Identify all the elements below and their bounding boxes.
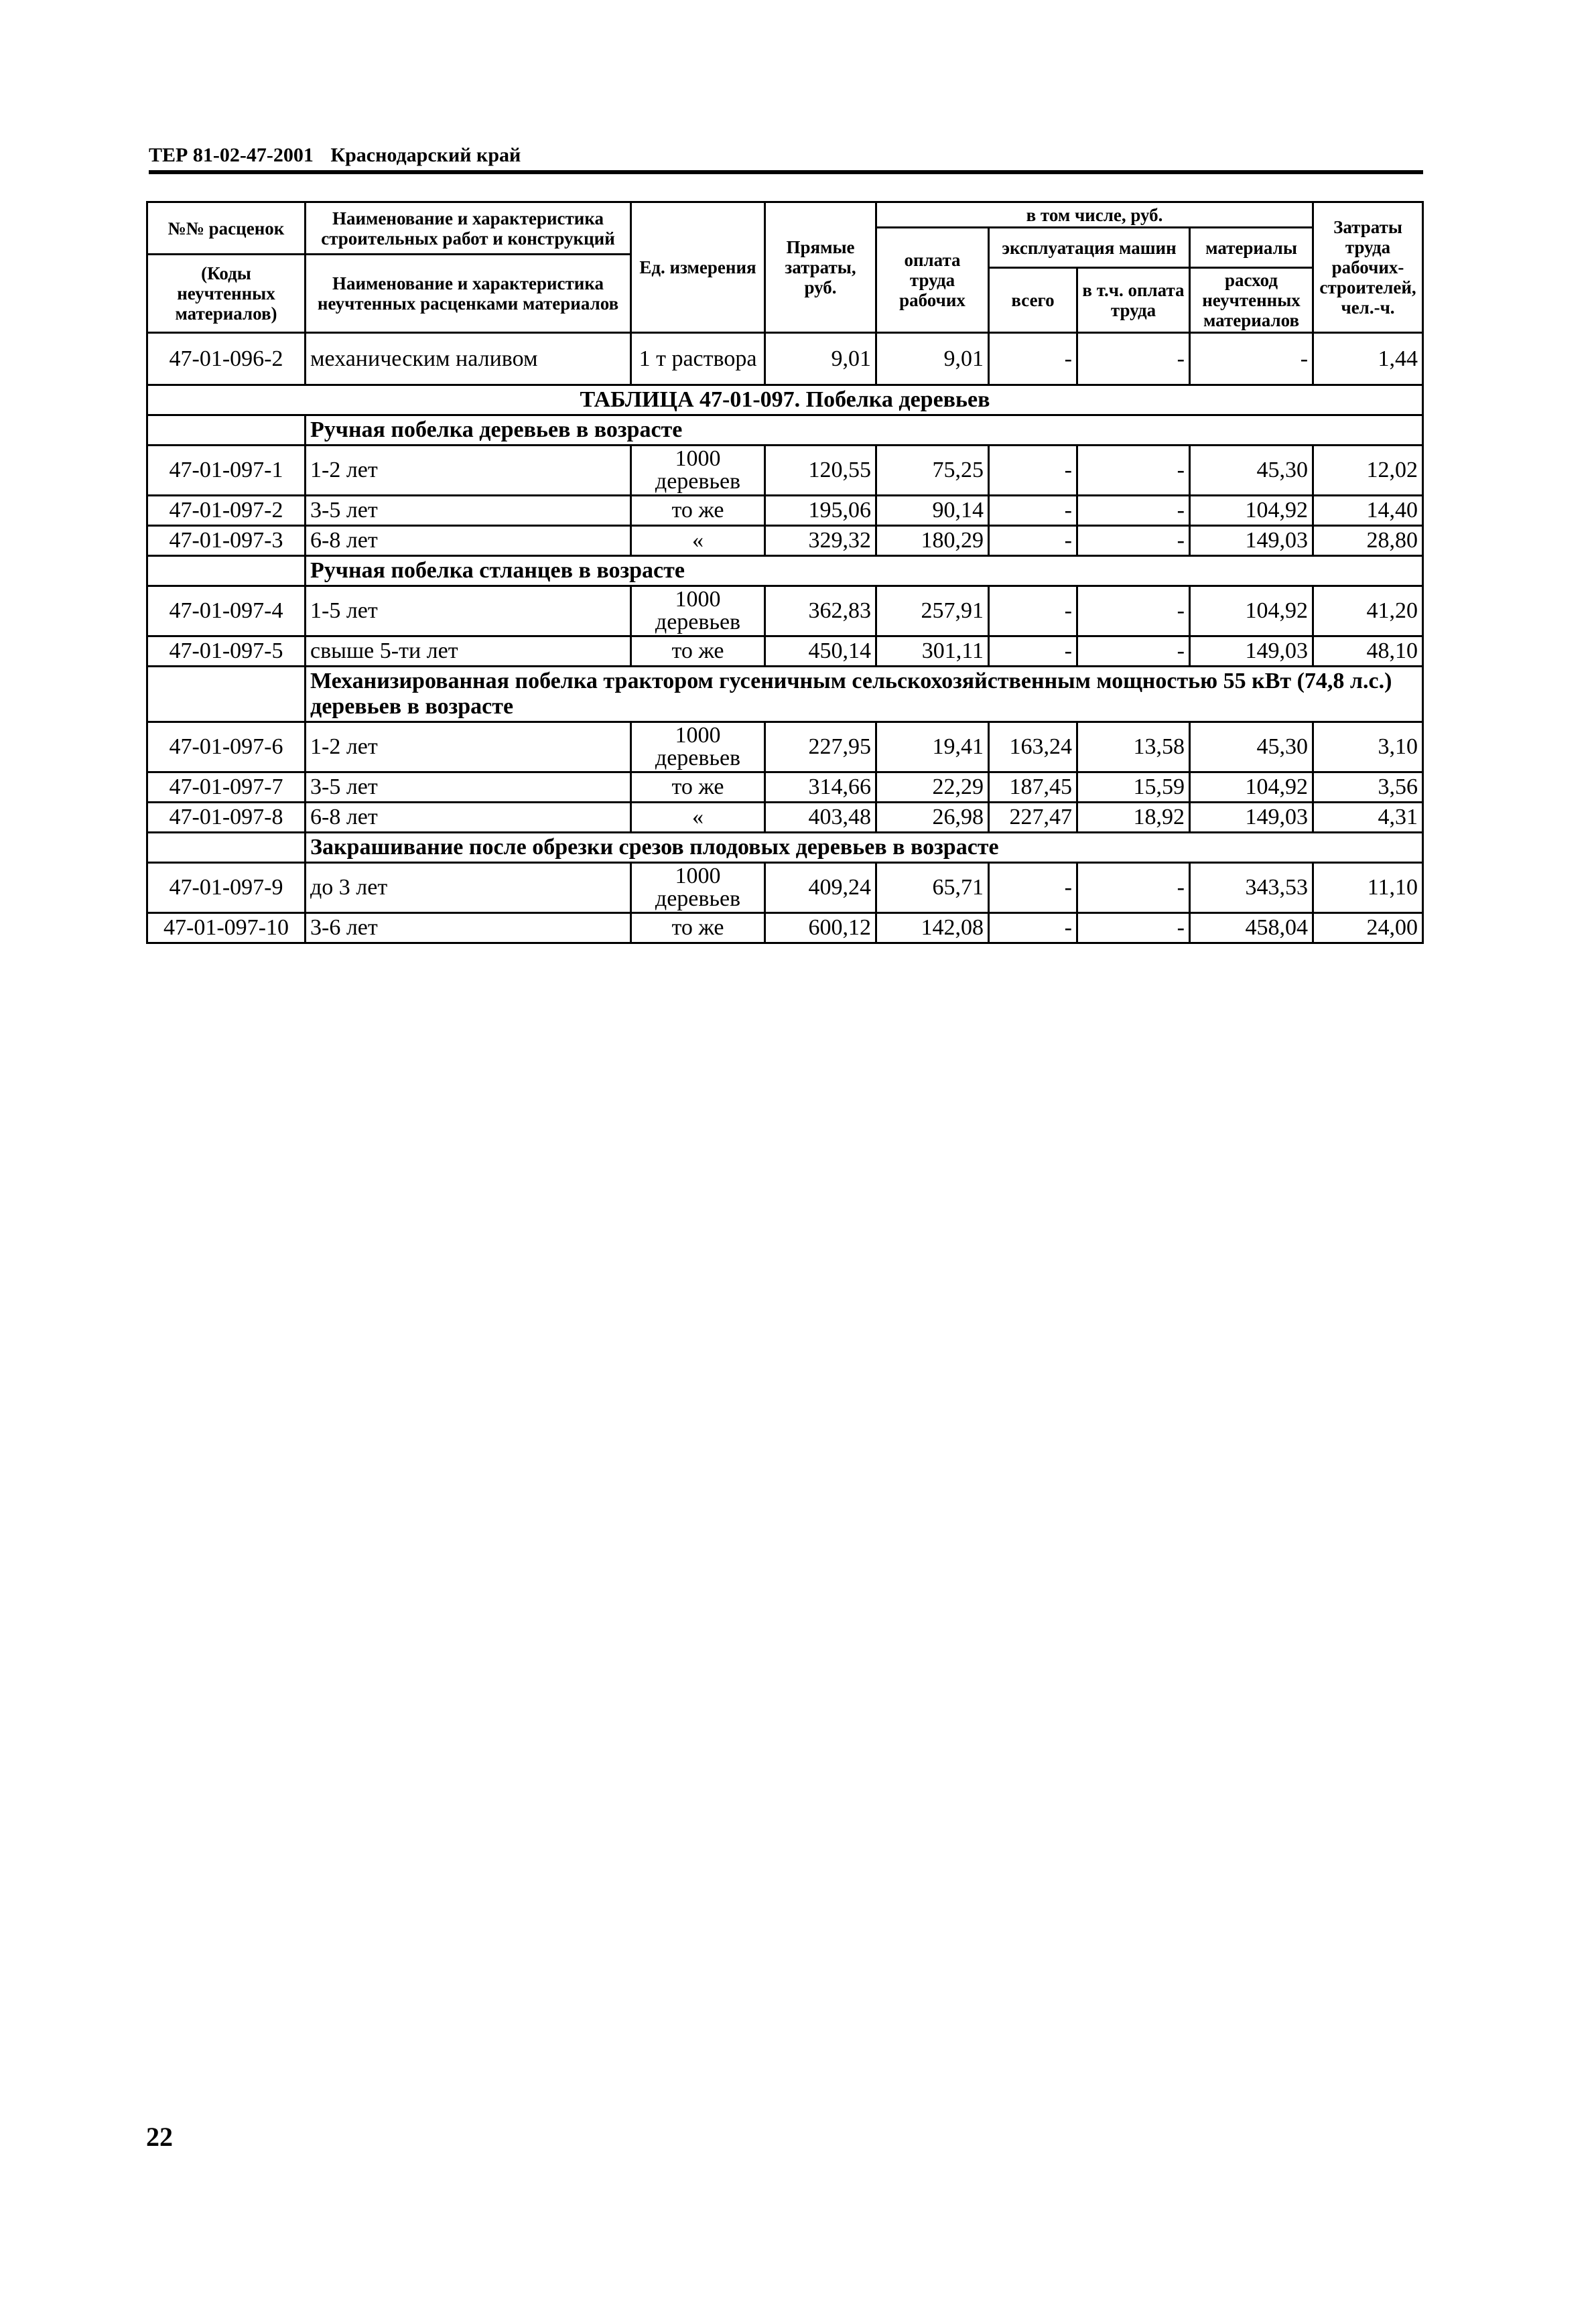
machines-total: 227,47 <box>989 803 1077 833</box>
machines-total: 187,45 <box>989 772 1077 803</box>
labor-hours: 3,56 <box>1313 772 1423 803</box>
materials-cost: 149,03 <box>1190 526 1313 556</box>
machines-labor: - <box>1077 636 1190 667</box>
rate-name: 6-8 лет <box>306 526 631 556</box>
col-incl: в том числе, руб. <box>876 202 1313 228</box>
materials-cost: 104,92 <box>1190 772 1313 803</box>
labor-hours: 1,44 <box>1313 333 1423 385</box>
col-labor-pay: оплата труда рабочих <box>876 228 989 333</box>
materials-cost: 343,53 <box>1190 863 1313 913</box>
section-code-cell <box>147 556 306 586</box>
materials-cost: 149,03 <box>1190 803 1313 833</box>
table-row <box>147 636 1423 667</box>
materials-cost: 104,92 <box>1190 496 1313 526</box>
rate-code: 47-01-097-10 <box>147 913 306 943</box>
table-title-row <box>147 385 1423 415</box>
col-direct: Прямые затраты, руб. <box>765 202 876 333</box>
rate-code: 47-01-097-2 <box>147 496 306 526</box>
rate-unit: то же <box>631 772 765 803</box>
rate-unit: 1000 деревьев <box>631 863 765 913</box>
labor-pay: 75,25 <box>876 446 989 496</box>
materials-cost: 45,30 <box>1190 722 1313 772</box>
labor-hours: 4,31 <box>1313 803 1423 833</box>
labor-pay: 257,91 <box>876 586 989 636</box>
rate-unit: 1000 деревьев <box>631 586 765 636</box>
machines-labor: - <box>1077 333 1190 385</box>
machines-labor: - <box>1077 526 1190 556</box>
rate-name: 6-8 лет <box>306 803 631 833</box>
direct-cost: 120,55 <box>765 446 876 496</box>
direct-cost: 362,83 <box>765 586 876 636</box>
sections-body <box>147 415 1423 943</box>
materials-cost: 458,04 <box>1190 913 1313 943</box>
labor-pay: 301,11 <box>876 636 989 667</box>
section-header-row <box>147 556 1423 586</box>
machines-labor: 18,92 <box>1077 803 1190 833</box>
machines-total: 163,24 <box>989 722 1077 772</box>
doc-code: ТЕР 81-02-47-2001 <box>149 144 314 166</box>
machines-total: - <box>989 496 1077 526</box>
labor-pay: 90,14 <box>876 496 989 526</box>
labor-pay: 65,71 <box>876 863 989 913</box>
col-machines-total: всего <box>989 268 1077 333</box>
page-header <box>149 142 1423 174</box>
section-header-row <box>147 415 1423 446</box>
table-title: ТАБЛИЦА 47-01-097. Побелка деревьев <box>147 385 1423 415</box>
machines-labor: - <box>1077 496 1190 526</box>
rates-table <box>146 201 1424 944</box>
labor-hours: 14,40 <box>1313 496 1423 526</box>
rate-unit: 1 т раствора <box>631 333 765 385</box>
machines-total: - <box>989 863 1077 913</box>
rate-code: 47-01-097-9 <box>147 863 306 913</box>
machines-total: - <box>989 636 1077 667</box>
section-title: Ручная побелка деревьев в возрасте <box>306 415 1423 446</box>
machines-total: - <box>989 333 1077 385</box>
rate-code: 47-01-097-6 <box>147 722 306 772</box>
labor-pay: 19,41 <box>876 722 989 772</box>
table-row <box>147 772 1423 803</box>
labor-hours: 41,20 <box>1313 586 1423 636</box>
table-row <box>147 863 1423 913</box>
rate-unit: то же <box>631 496 765 526</box>
col-labor-hours: Затраты труда рабочих-строителей, чел.-ч. <box>1313 202 1423 333</box>
table-row <box>147 333 1423 385</box>
rate-name: до 3 лет <box>306 863 631 913</box>
rate-code: 47-01-097-1 <box>147 446 306 496</box>
table-row <box>147 913 1423 943</box>
rate-unit: « <box>631 526 765 556</box>
direct-cost: 329,32 <box>765 526 876 556</box>
materials-cost: 45,30 <box>1190 446 1313 496</box>
machines-labor: 13,58 <box>1077 722 1190 772</box>
table-row <box>147 722 1423 772</box>
col-machines: эксплуатация машин <box>989 228 1190 268</box>
labor-pay: 26,98 <box>876 803 989 833</box>
machines-total: - <box>989 586 1077 636</box>
materials-cost: 104,92 <box>1190 586 1313 636</box>
rate-name: 3-6 лет <box>306 913 631 943</box>
machines-total: - <box>989 913 1077 943</box>
machines-labor: - <box>1077 863 1190 913</box>
page-number: 22 <box>146 2122 173 2152</box>
col-unit: Ед. измерения <box>631 202 765 333</box>
table-row <box>147 496 1423 526</box>
section-title: Закрашивание после обрезки срезов плодовых деревьев в возрасте <box>306 833 1423 863</box>
table-row <box>147 526 1423 556</box>
direct-cost: 9,01 <box>765 333 876 385</box>
materials-cost: 149,03 <box>1190 636 1313 667</box>
rate-code: 47-01-097-3 <box>147 526 306 556</box>
col-materials: материалы <box>1190 228 1313 268</box>
col-machines-labor: в т.ч. оплата труда <box>1077 268 1190 333</box>
rate-unit: то же <box>631 913 765 943</box>
rate-unit: 1000 деревьев <box>631 722 765 772</box>
section-title: Механизированная побелка трактором гусеничным сельскохозяйственным мощностью 55 кВт (74,8 л.с.) деревьев в возрасте <box>306 667 1423 722</box>
section-code-cell <box>147 667 306 722</box>
rate-unit: 1000 деревьев <box>631 446 765 496</box>
rate-name: 1-5 лет <box>306 586 631 636</box>
col-name-bottom: Наименование и характеристика неучтенных расценками материалов <box>306 255 631 333</box>
rate-code: 47-01-097-5 <box>147 636 306 667</box>
section-code-cell <box>147 415 306 446</box>
labor-hours: 12,02 <box>1313 446 1423 496</box>
labor-pay: 9,01 <box>876 333 989 385</box>
machines-total: - <box>989 446 1077 496</box>
rate-unit: то же <box>631 636 765 667</box>
direct-cost: 227,95 <box>765 722 876 772</box>
labor-pay: 142,08 <box>876 913 989 943</box>
rate-code: 47-01-097-4 <box>147 586 306 636</box>
rate-code: 47-01-097-8 <box>147 803 306 833</box>
direct-cost: 409,24 <box>765 863 876 913</box>
labor-hours: 28,80 <box>1313 526 1423 556</box>
rate-name: механическим наливом <box>306 333 631 385</box>
section-title: Ручная побелка стланцев в возрасте <box>306 556 1423 586</box>
rate-unit: « <box>631 803 765 833</box>
rate-code: 47-01-096-2 <box>147 333 306 385</box>
rate-name: свыше 5-ти лет <box>306 636 631 667</box>
direct-cost: 600,12 <box>765 913 876 943</box>
section-code-cell <box>147 833 306 863</box>
labor-hours: 48,10 <box>1313 636 1423 667</box>
labor-pay: 180,29 <box>876 526 989 556</box>
section-header-row <box>147 833 1423 863</box>
direct-cost: 450,14 <box>765 636 876 667</box>
machines-total: - <box>989 526 1077 556</box>
machines-labor: 15,59 <box>1077 772 1190 803</box>
rate-name: 3-5 лет <box>306 772 631 803</box>
direct-cost: 195,06 <box>765 496 876 526</box>
col-code-top: №№ расценок <box>147 202 306 255</box>
labor-hours: 3,10 <box>1313 722 1423 772</box>
rate-name: 1-2 лет <box>306 446 631 496</box>
machines-labor: - <box>1077 586 1190 636</box>
table-row <box>147 446 1423 496</box>
col-unaccounted: расход неучтенных материалов <box>1190 268 1313 333</box>
col-code-bottom: (Коды неучтенных материалов) <box>147 255 306 333</box>
direct-cost: 403,48 <box>765 803 876 833</box>
machines-labor: - <box>1077 446 1190 496</box>
labor-hours: 24,00 <box>1313 913 1423 943</box>
materials-cost: - <box>1190 333 1313 385</box>
machines-labor: - <box>1077 913 1190 943</box>
direct-cost: 314,66 <box>765 772 876 803</box>
section-header-row <box>147 667 1423 722</box>
rate-name: 3-5 лет <box>306 496 631 526</box>
labor-pay: 22,29 <box>876 772 989 803</box>
table-row <box>147 586 1423 636</box>
table-row <box>147 803 1423 833</box>
col-name-top: Наименование и характеристика строительных работ и конструкций <box>306 202 631 255</box>
labor-hours: 11,10 <box>1313 863 1423 913</box>
rate-name: 1-2 лет <box>306 722 631 772</box>
region-name: Краснодарский край <box>330 144 521 166</box>
rate-code: 47-01-097-7 <box>147 772 306 803</box>
